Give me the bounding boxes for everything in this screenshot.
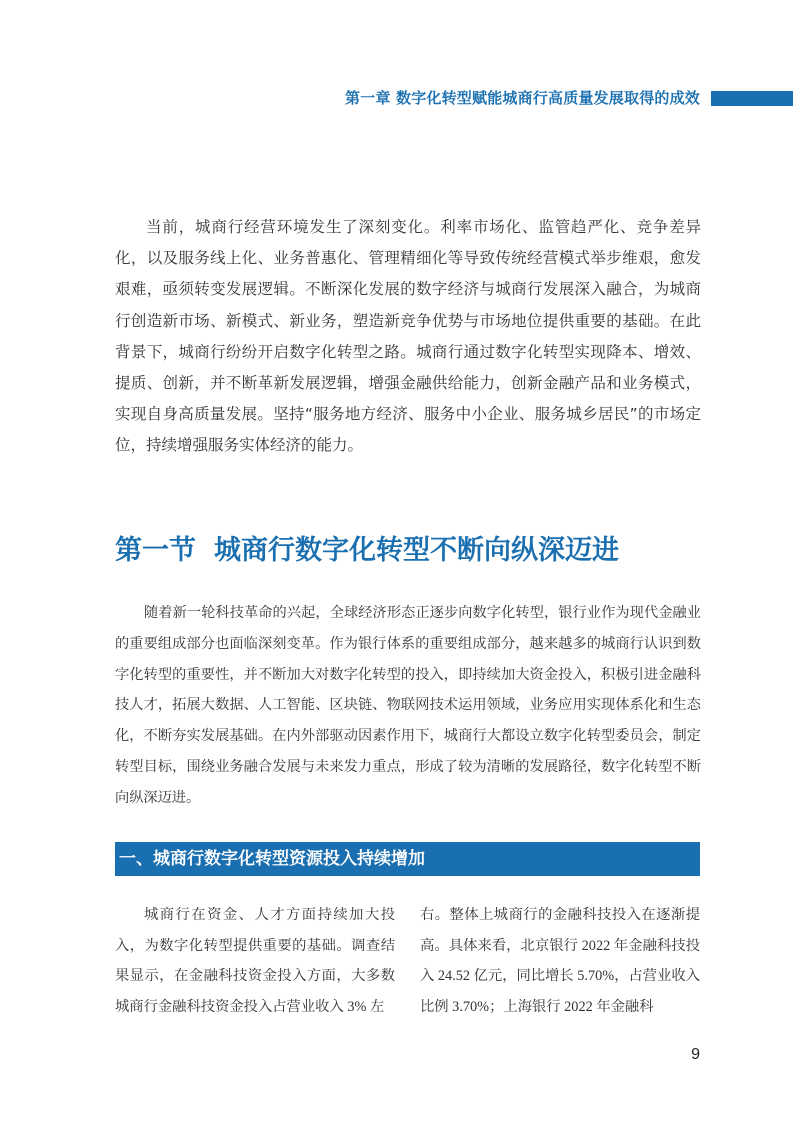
subsection-heading-bar xyxy=(115,842,700,876)
left-column-text: 城商行在资金、人才方面持续加大投入，为数字化转型提供重要的基础。调查结果显示，在金融科技资金投入方面，大多数城商行金融科技资金投入占营业收入 3% 左 xyxy=(115,907,395,1015)
section-number: 第一节 xyxy=(115,535,196,566)
section-title-text: 城商行数字化转型不断向纵深迈进 xyxy=(214,535,619,566)
header-accent-bar xyxy=(711,91,793,106)
subsection-title: 一、城商行数字化转型资源投入持续增加 xyxy=(119,849,425,869)
right-column-text: 右。整体上城商行的金融科技投入在逐渐提高。具体来看，北京银行 2022 年金融科技投入 24.52 亿元，同比增长 5.70%，占营业收入比例 3.70%；上海银行 2022 年金融科 xyxy=(420,907,700,1015)
section-heading xyxy=(115,528,715,567)
running-header-title: 第一章 数字化转型赋能城商行高质量发展取得的成效 xyxy=(344,89,700,107)
page-number: 9 xyxy=(691,1046,700,1063)
section-paragraph: 随着新一轮科技革命的兴起，全球经济形态正逐步向数字化转型，银行业作为现代金融业的重要组成部分也面临深刻变革。作为银行体系的重要组成部分，越来越多的城商行认识到数字化转型的重要性，并不断加大对数字化转型的投入，即持续加大资金投入，积极引进金融科技人才，拓展大数据、人工智能、区块链、物联网技术运用领域，业务应用实现体系化和生态化，不断夯实发展基础。在内外部驱动因素作用下，城商行大都设立数字化转型委员会，制定转型目标，围绕业务融合发展与未来发力重点，形成了较为清晰的发展路径，数字化转型不断向纵深迈进。 xyxy=(115,605,701,806)
intro-paragraph: 当前，城商行经营环境发生了深刻变化。利率市场化、监管趋严化、竞争差异化，以及服务线上化、业务普惠化、管理精细化等导致传统经营模式举步维艰，愈发艰难，亟须转变发展逻辑。不断深化发展的数字经济与城商行发展深入融合，为城商行创造新市场、新模式、新业务，塑造新竞争优势与市场地位提供重要的基础。在此背景下，城商行纷纷开启数字化转型之路。城商行通过数字化转型实现降本、增效、提质、创新，并不断革新发展逻辑，增强金融供给能力，创新金融产品和业务模式，实现自身高质量发展。坚持“服务地方经济、服务中小企业、服务城乡居民”的市场定位，持续增强服务实体经济的能力。 xyxy=(115,218,701,455)
